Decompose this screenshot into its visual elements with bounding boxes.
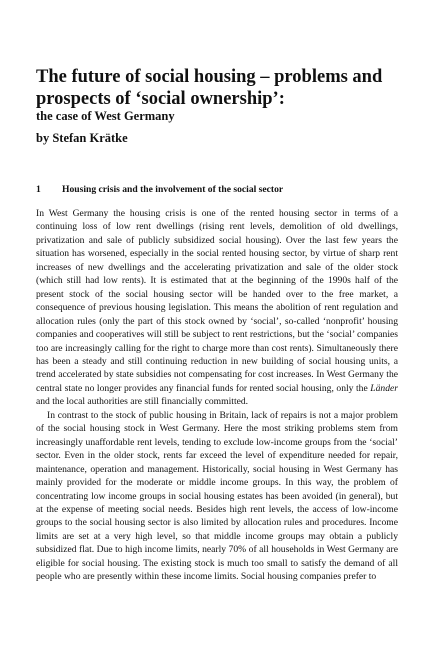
paragraph-1-text-a: In West Germany the housing crisis is one of the rented housing sector in terms of a continuing loss of low rent dwellings (rising rent levels, demolition of old dwellings, privatization and sale of publicly subsidized social housing). Over the last few years the situation has worsened, especially in the social rented housing sector, by virtue of sharp rent increases of new dwellings and the accelerating privatization and sale of the older stock (which still had low rents). It is estimated that at the beginning of the 1990s half of the present stock of the social housing sector will be handed over to the free market, a consequence of previous housing legislation. This means the abolition of rent regulation and allocation rules (only the part of this stock owned by ‘social’, so-called ‘nonprofit’ housing companies and cooperatives will still be subject to rent restrictions, but the ‘social’ companies too are increasingly calling for the right to charge more than cost rents). Simultaneously there has been a steady and still continuing reduction in new building of social housing units, a trend accelerated by state subsidies not compensating for cost increases. In West Germany the central state no longer provides any financial funds for rented social housing, only the xyxy=(36,208,398,394)
article-author: by Stefan Krätke xyxy=(36,131,128,145)
paragraph-1 xyxy=(36,207,398,409)
section-number: 1 xyxy=(36,184,41,195)
article-subtitle: the case of West Germany xyxy=(36,109,175,123)
body-text xyxy=(36,207,398,584)
paragraph-2: In contrast to the stock of public housing in Britain, lack of repairs is not a major problem of the social housing stock in West Germany. Here the most striking problems stem from increasingly unaffordable rent levels, tending to exclude low-income groups from the ‘social’ sector. Even in the older stock, rents far exceed the level of expenditure needed for repair, maintenance, operation and management. Historically, social housing in West Germany has mainly provided for the moderate or middle income groups. In this way, the problem of concentrating low income groups in social housing estates has been avoided (in general), but at the expense of meeting social needs. Besides high rent levels, the access of low-income groups to the social housing sector is also limited by allocation rules and procedures. Income limits are set at a very high level, so that middle income groups may obtain a publicly subsidized flat. Due to high income limits, nearly 70% of all households in West Germany are eligible for social housing. The existing stock is much too small to satisfy the demand of all people who are presently within these income limits. Social housing companies prefer to xyxy=(36,409,398,583)
section-heading xyxy=(36,184,416,196)
section-heading-text: Housing crisis and the involvement of the social sector xyxy=(62,184,284,195)
paragraph-1-emphasis: Länder xyxy=(370,382,398,394)
article-title: The future of social housing – problems and prospects of ‘social ownership’: xyxy=(36,67,383,109)
paragraph-1-text-b: and the local authorities are still financially committed. xyxy=(36,396,249,408)
